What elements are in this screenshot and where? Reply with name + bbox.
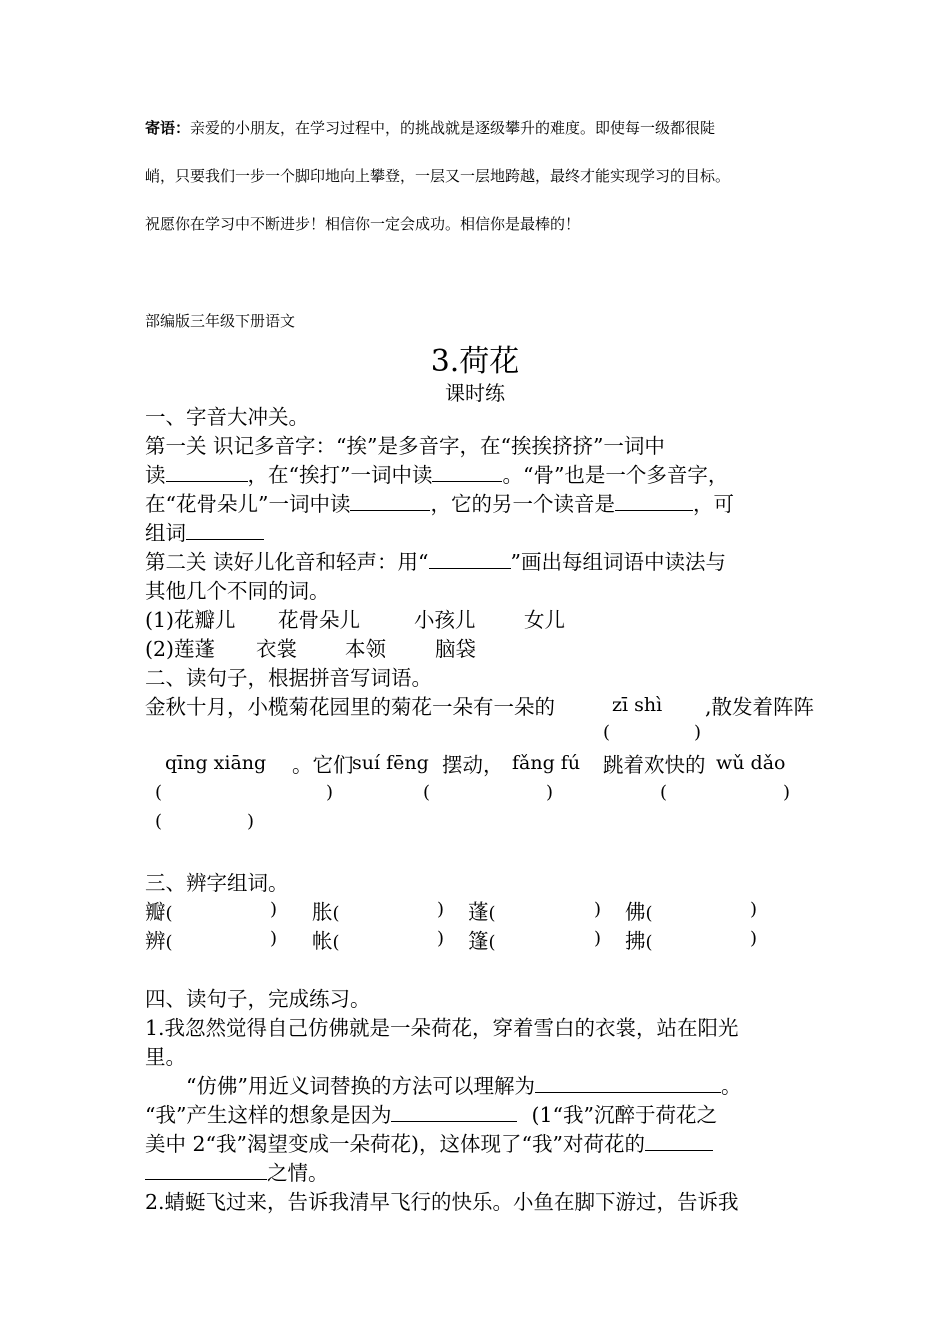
answer-paren-close: ): [437, 899, 445, 920]
answer-blank[interactable]: [391, 1101, 517, 1122]
char-item: 辨(: [145, 929, 173, 953]
q1-line-6: 之情。: [145, 1159, 329, 1188]
answer-blank[interactable]: [166, 461, 248, 482]
word-group-2-item[interactable]: (2)莲蓬: [145, 637, 216, 661]
answer-paren-close: ): [270, 899, 278, 920]
q1-line-2: 里。: [145, 1045, 186, 1069]
q2-line-1: 2.蜻蜓飞过来，告诉我清早飞行的快乐。小鱼在脚下游过，告诉我: [145, 1190, 739, 1214]
section-1-heading: 一、字音大冲关。: [145, 405, 309, 429]
word-group-1-item[interactable]: (1)花瓣儿: [145, 608, 236, 632]
word-group-1-item[interactable]: 小孩儿: [414, 608, 476, 632]
answer-blank[interactable]: [645, 1130, 713, 1151]
char-item: 蓬(: [468, 900, 496, 924]
char-item: 帐(: [312, 929, 340, 953]
sec1-line-6: 其他几个不同的词。: [145, 579, 330, 603]
sec2-text-2: 。它们: [292, 753, 354, 777]
word-group-2-item[interactable]: 衣裳: [256, 637, 297, 661]
pinyin-zishi: zī shì: [612, 694, 663, 716]
intro-line-1: 寄语：亲爱的小朋友，在学习过程中，的挑战就是逐级攀升的难度。即使每一级都很陡: [145, 119, 716, 137]
answer-paren-close: ): [594, 928, 602, 949]
answer-paren-close: ): [437, 928, 445, 949]
pinyin-qingxiang: qīng xiāng: [165, 752, 267, 774]
answer-paren-close: ): [326, 782, 334, 803]
pinyin-wudao: wǔ dǎo: [716, 752, 786, 774]
char-item: 瓣(: [145, 900, 173, 924]
q1-line-4: “我”产生这样的想象是因为 (1“我”沉醉于荷花之: [145, 1103, 717, 1127]
section-3-heading: 三、辨字组词。: [145, 871, 289, 895]
answer-blank[interactable]: [350, 490, 430, 511]
answer-paren-close: ): [247, 811, 255, 832]
answer-paren-open: (: [660, 782, 668, 803]
subject-label: 部编版三年级下册语文: [145, 312, 296, 330]
intro-label: 寄语：: [145, 119, 191, 137]
pinyin-fangfu: fǎng fú: [512, 752, 581, 774]
answer-paren-open: (: [603, 722, 611, 743]
pinyin-suifeng: suí fēng: [352, 752, 429, 774]
answer-paren-close: ): [783, 782, 791, 803]
intro-line-2: 峭，只要我们一步一个脚印地向上攀登，一层又一层地跨越，最终才能实现学习的目标。: [145, 167, 731, 185]
answer-paren-close: ): [694, 722, 702, 743]
word-group-2-item[interactable]: 本领: [345, 637, 386, 661]
sec2-line-1: 金秋十月，小榄菊花园里的菊花一朵有一朵的: [145, 695, 555, 719]
page-subtitle: 课时练: [445, 381, 505, 405]
sec2-text-4: 跳着欢快的: [603, 753, 706, 777]
answer-blank[interactable]: [432, 461, 502, 482]
q1-line-3: “仿佛”用近义词替换的方法可以理解为 。: [186, 1074, 742, 1098]
page-title: 3.荷花: [430, 344, 520, 379]
section-4-heading: 四、读句子，完成练习。: [145, 987, 371, 1011]
word-group-1-item[interactable]: 花骨朵儿: [278, 608, 360, 632]
answer-blank[interactable]: [145, 1159, 267, 1180]
char-item: 篷(: [468, 929, 496, 953]
sec1-line-4: 组词: [145, 519, 264, 548]
word-group-2-item[interactable]: 脑袋: [435, 637, 476, 661]
intro-line-3: 祝愿你在学习中不断进步！相信你一定会成功。相信你是最棒的！: [145, 215, 581, 233]
answer-blank[interactable]: [615, 490, 693, 511]
answer-paren-close: ): [270, 928, 278, 949]
answer-paren-close: ): [750, 899, 758, 920]
answer-blank[interactable]: [535, 1072, 721, 1093]
answer-blank[interactable]: [186, 519, 264, 540]
q1-line-1: 1.我忽然觉得自己仿佛就是一朵荷花，穿着雪白的衣裳，站在阳光: [145, 1016, 739, 1040]
answer-paren-close: ): [750, 928, 758, 949]
sec1-line-2: 读 ，在“挨打”一词中读 。“骨”也是一个多音字，: [145, 463, 729, 487]
sec1-line-3: 在“花骨朵儿”一词中读 ，它的另一个读音是 ，可: [145, 492, 734, 516]
answer-paren-open: (: [155, 811, 163, 832]
sec1-line-1: 第一关 识记多音字：“挨”是多音字，在“挨挨挤挤”一词中: [145, 434, 665, 458]
sec2-text-3: 摆动，: [442, 753, 504, 777]
sec2-line-1-end: ,散发着阵阵: [705, 695, 815, 719]
q1-line-5: 美中 2“我”渴望变成一朵荷花)，这体现了“我”对荷花的: [145, 1130, 713, 1159]
char-item: 拂(: [625, 929, 653, 953]
answer-paren-close: ): [546, 782, 554, 803]
answer-blank[interactable]: [429, 548, 511, 569]
answer-paren-open: (: [155, 782, 163, 803]
char-item: 佛(: [625, 900, 653, 924]
char-item: 胀(: [312, 900, 340, 924]
answer-paren-close: ): [594, 899, 602, 920]
section-2-heading: 二、读句子，根据拼音写词语。: [145, 666, 432, 690]
word-group-1-item[interactable]: 女儿: [524, 608, 565, 632]
answer-paren-open: (: [423, 782, 431, 803]
sec1-line-5: 第二关 读好儿化音和轻声：用“ ”画出每组词语中读法与: [145, 550, 726, 574]
